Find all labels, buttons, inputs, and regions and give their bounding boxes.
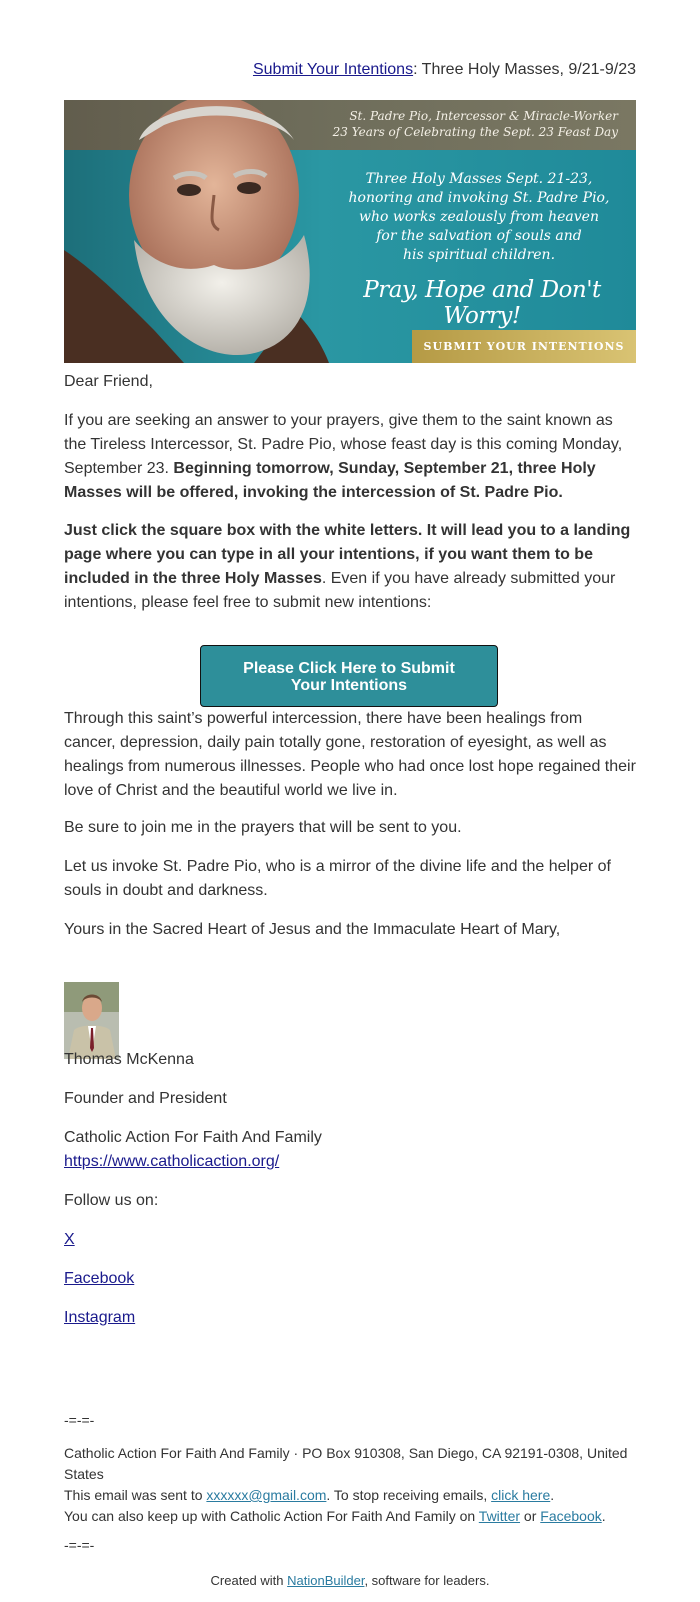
signature-org: Catholic Action For Faith And Family [64, 1129, 322, 1146]
signature-title: Founder and President [64, 1090, 227, 1107]
banner-body-line: honoring and invoking St. Padre Pio, [348, 190, 610, 206]
banner-body-line: for the salvation of souls and [376, 228, 582, 244]
banner-submit-button[interactable]: SUBMIT YOUR INTENTIONS [423, 340, 625, 353]
paragraph-invoke: Let us invoke St. Padre Pio, who is a mirror of the divine life and the helper of souls in doubt and darkness. [64, 858, 611, 899]
instagram-link[interactable]: Instagram [64, 1309, 136, 1326]
signature-url-line [64, 1150, 636, 1174]
nationbuilder-credit [64, 1573, 636, 1588]
footer-period: . [550, 1487, 555, 1503]
social-instagram-line [64, 1306, 636, 1330]
paragraph-intro-bold: Beginning tomorrow, Sunday, September 21, three Holy Masses will be offered, invoking the intercession of St. Padre Pio. [64, 460, 596, 501]
footer-address: Catholic Action For Faith And Family · PO Box 910308, San Diego, CA 92191-0308, United States [64, 1445, 628, 1482]
paragraph-instructions-text: . Even if you have already submitted your intentions, please feel free to submit new intentions: [64, 570, 616, 611]
closing: Yours in the Sacred Heart of Jesus and the Immaculate Heart of Mary, [64, 921, 561, 938]
submit-button-line1: Please Click Here to Submit [243, 660, 455, 677]
follow-us-label: Follow us on: [64, 1192, 159, 1209]
paragraph-instructions-bold: Just click the square box with the white letters. It will lead you to a landing page where you can type in all your intentions, if you want them to be included in the three Holy Masses [64, 522, 631, 587]
social-facebook-line [64, 1267, 636, 1291]
footer-sent-line [64, 1485, 636, 1506]
footer-sent-prefix: This email was sent to [64, 1487, 207, 1503]
footer-stop-text: . To stop receiving emails, [326, 1487, 492, 1503]
banner-slogan: Pray, Hope and Don't Worry! [363, 277, 601, 329]
signature-name: Thomas McKenna [64, 1051, 194, 1068]
footer-separator-bottom: -=-=- [64, 1537, 95, 1553]
nationbuilder-link[interactable]: NationBuilder [287, 1573, 365, 1588]
social-x-line [64, 1228, 636, 1252]
banner-body-line: Three Holy Masses Sept. 21-23, [365, 171, 593, 187]
banner-body-line: his spiritual children. [402, 247, 556, 263]
banner-heading [318, 108, 618, 140]
paragraph-intro [64, 409, 636, 505]
credit-prefix: Created with [210, 1573, 288, 1588]
footer-facebook-link[interactable]: Facebook [540, 1508, 602, 1524]
paragraph-join: Be sure to join me in the prayers that will be sent to you. [64, 819, 462, 836]
paragraph-instructions [64, 519, 636, 615]
credit-suffix: , software for leaders. [364, 1573, 490, 1588]
submit-intentions-link[interactable]: Submit Your Intentions [252, 61, 414, 78]
banner-heading-line2: 23 Years of Celebrating the Sept. 23 Feast Day [332, 125, 618, 139]
submit-button-line2: Your Intentions [290, 677, 408, 694]
subject-rest: : Three Holy Masses, 9/21-9/23 [413, 61, 636, 78]
email-subject-line [253, 61, 636, 79]
paragraph-intro-text: If you are seeking an answer to your prayers, give them to the saint known as the Tireless Intercessor, St. Padre Pio, whose feast day is this coming Monday, September 23. [64, 412, 623, 477]
greeting: Dear Friend, [64, 373, 153, 390]
footer-twitter-link[interactable]: Twitter [478, 1508, 521, 1524]
padre-pio-banner[interactable] [64, 100, 636, 363]
footer-or: or [520, 1508, 541, 1524]
unsubscribe-link[interactable]: click here [491, 1487, 551, 1503]
banner-body [334, 170, 624, 265]
footer-keepup-text: You can also keep up with Catholic Action For Faith And Family on [64, 1508, 479, 1524]
footer-keepup-line [64, 1506, 636, 1527]
footer-info [64, 1443, 636, 1527]
banner-body-line: who works zealously from heaven [359, 209, 599, 225]
facebook-link[interactable]: Facebook [64, 1270, 135, 1287]
paragraph-healings: Through this saint’s powerful intercession, there have been healings from cancer, depression, daily pain totally gone, restoration of eyesight, as well as healings from numerous illnesses. People who had once lost hope regained their love of Christ and the beautiful world we live in. [64, 710, 636, 799]
footer-separator: -=-=- [64, 1412, 95, 1428]
website-link[interactable]: https://www.catholicaction.org/ [64, 1153, 280, 1170]
submit-intentions-button[interactable] [200, 645, 498, 707]
x-link[interactable]: X [64, 1231, 75, 1248]
footer-period: . [601, 1508, 606, 1524]
recipient-email-link[interactable]: xxxxxx@gmail.com [206, 1487, 327, 1503]
banner-heading-line1: St. Padre Pio, Intercessor & Miracle-Worker [349, 109, 618, 123]
